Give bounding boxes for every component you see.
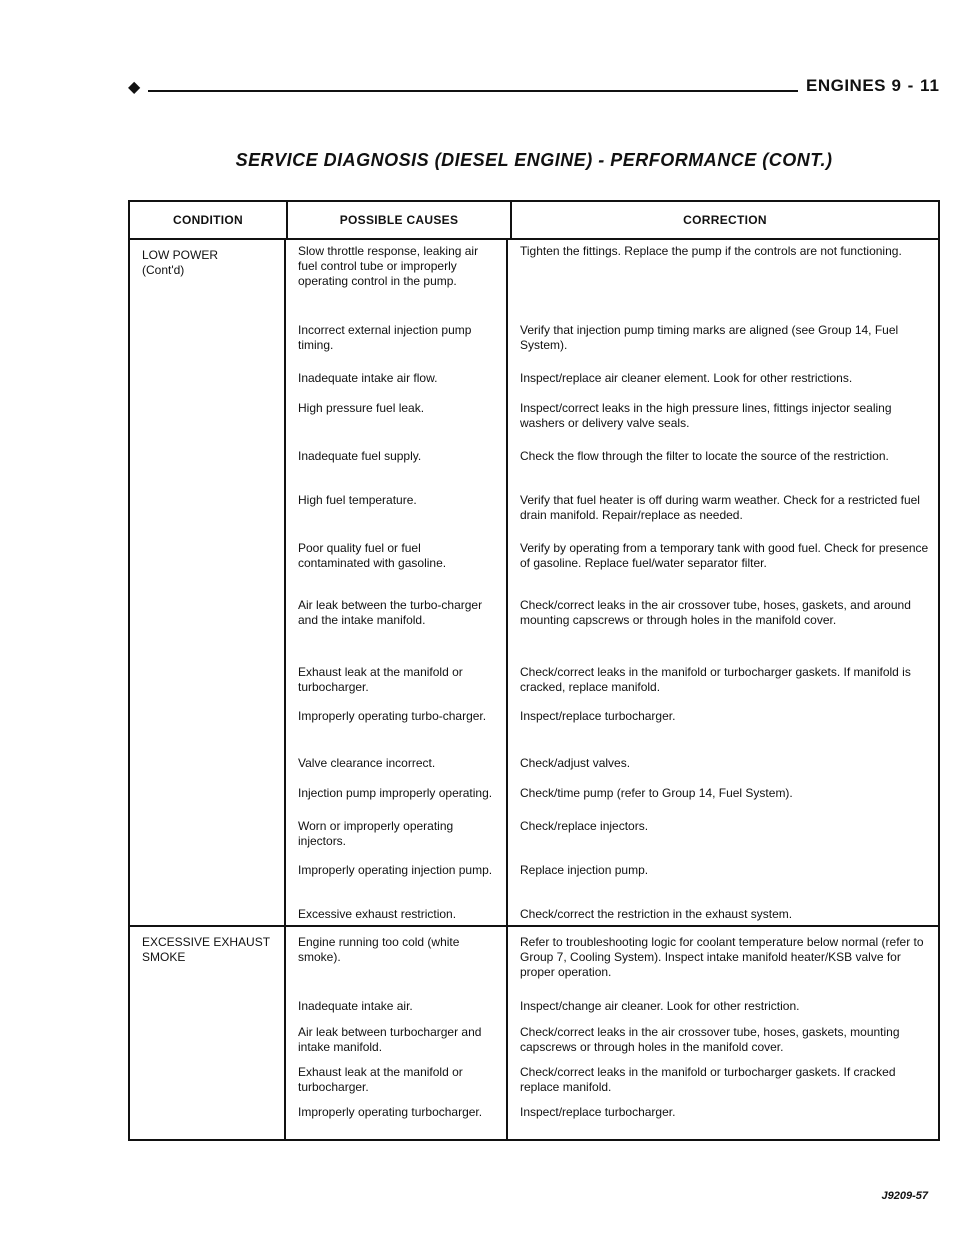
correction-cell: Verify that fuel heater is off during warm weather. Check for a restricted fuel drain manifold. Repair/replace as needed. bbox=[520, 493, 920, 522]
cause-cell: Slow throttle response, leaking air fuel control tube or improperly operating control in the pump. bbox=[286, 240, 508, 313]
cause-cell: Engine running too cold (white smoke). bbox=[286, 927, 508, 985]
correction-cell: Verify that injection pump timing marks are aligned (see Group 14, Fuel System). bbox=[520, 323, 899, 352]
cause-cell: Improperly operating turbo-charger. bbox=[286, 699, 508, 746]
table-row bbox=[286, 1015, 938, 1055]
table-row bbox=[286, 655, 938, 699]
table-row bbox=[286, 1055, 938, 1095]
cause-cell: High fuel temperature. bbox=[286, 483, 508, 531]
table-row bbox=[286, 588, 938, 655]
correction-cell: Inspect/replace turbocharger. bbox=[520, 1105, 676, 1119]
diamond-icon: ◆ bbox=[128, 79, 141, 96]
table-row bbox=[286, 809, 938, 853]
table-header bbox=[130, 202, 938, 240]
table-row bbox=[286, 361, 938, 391]
condition-cell: LOW POWER (Cont'd) bbox=[130, 240, 286, 925]
cause-cell: Exhaust leak at the manifold or turbocharger. bbox=[286, 1055, 508, 1095]
table-row bbox=[286, 699, 938, 746]
correction-cell: Check/replace injectors. bbox=[520, 819, 649, 833]
correction-cell: Inspect/replace turbocharger. bbox=[520, 709, 676, 723]
correction-cell: Verify by operating from a temporary tank with good fuel. Check for presence of gasoline. Replace fuel/water separator filter. bbox=[520, 541, 929, 570]
correction-cell: Check/correct leaks in the air crossover tube, hoses, gaskets, and around mounting capscrews or through holes in the manifold cover. bbox=[520, 598, 911, 627]
correction-cell: Check/correct leaks in the manifold or turbocharger gaskets. If manifold is cracked, replace manifold. bbox=[520, 665, 911, 694]
cause-rows bbox=[286, 927, 938, 1139]
table-row bbox=[286, 391, 938, 439]
cause-cell: Improperly operating turbocharger. bbox=[286, 1095, 508, 1139]
condition-cell: EXCESSIVE EXHAUST SMOKE bbox=[130, 927, 286, 1139]
page-title: SERVICE DIAGNOSIS (DIESEL ENGINE) - PERFORMANCE (CONT.) bbox=[235, 150, 833, 170]
correction-cell: Inspect/change air cleaner. Look for other restriction. bbox=[520, 999, 800, 1013]
column-header-correction: CORRECTION bbox=[683, 213, 767, 227]
cause-cell: Injection pump improperly operating. bbox=[286, 776, 508, 809]
table-row bbox=[286, 240, 938, 313]
diagnosis-table bbox=[128, 200, 940, 1141]
cause-cell: Improperly operating injection pump. bbox=[286, 853, 508, 897]
correction-cell: Check/time pump (refer to Group 14, Fuel System). bbox=[520, 786, 793, 800]
correction-cell: Check/correct leaks in the air crossover tube, hoses, gaskets, mounting capscrews or through holes in the manifold cover. bbox=[520, 1025, 900, 1054]
condition-group bbox=[130, 925, 938, 1139]
page-header bbox=[128, 76, 940, 106]
cause-cell: Air leak between turbocharger and intake manifold. bbox=[286, 1015, 508, 1055]
column-header-causes: POSSIBLE CAUSES bbox=[288, 202, 512, 238]
section-title: ENGINES bbox=[806, 76, 887, 95]
table-row bbox=[286, 439, 938, 483]
table-row bbox=[286, 927, 938, 985]
table-row bbox=[286, 1095, 938, 1139]
correction-cell: Tighten the fittings. Replace the pump if the controls are not functioning. bbox=[520, 244, 902, 258]
cause-cell: Valve clearance incorrect. bbox=[286, 746, 508, 776]
correction-cell: Check/correct the restriction in the exhaust system. bbox=[520, 907, 793, 921]
cause-cell: Air leak between the turbo-charger and the intake manifold. bbox=[286, 588, 508, 655]
correction-cell: Check/adjust valves. bbox=[520, 756, 631, 770]
table-row bbox=[286, 985, 938, 1015]
cause-rows bbox=[286, 240, 938, 925]
cause-cell: Worn or improperly operating injectors. bbox=[286, 809, 508, 853]
cause-cell: Inadequate intake air. bbox=[286, 985, 508, 1015]
table-row bbox=[286, 776, 938, 809]
figure-id: J9209-57 bbox=[881, 1190, 928, 1202]
correction-cell: Check/correct leaks in the manifold or turbocharger gaskets. If cracked replace manifold. bbox=[520, 1065, 896, 1094]
cause-cell: Poor quality fuel or fuel contaminated with gasoline. bbox=[286, 531, 508, 588]
cause-cell: High pressure fuel leak. bbox=[286, 391, 508, 439]
cause-cell: Excessive exhaust restriction. bbox=[286, 897, 508, 925]
cause-cell: Inadequate fuel supply. bbox=[286, 439, 508, 483]
table-row bbox=[286, 483, 938, 531]
table-row bbox=[286, 531, 938, 588]
cause-cell: Inadequate intake air flow. bbox=[286, 361, 508, 391]
page-number: 9 - 11 bbox=[891, 76, 940, 95]
correction-cell: Check the flow through the filter to locate the source of the restriction. bbox=[520, 449, 889, 463]
table-row bbox=[286, 313, 938, 361]
correction-cell: Replace injection pump. bbox=[520, 863, 649, 877]
cause-cell: Exhaust leak at the manifold or turbocharger. bbox=[286, 655, 508, 699]
header-rule bbox=[148, 90, 798, 92]
condition-group bbox=[130, 240, 938, 925]
correction-cell: Inspect/replace air cleaner element. Look for other restrictions. bbox=[520, 371, 853, 385]
correction-cell: Refer to troubleshooting logic for coolant temperature below normal (refer to Group 7, Cooling System). Inspect intake manifold heater/KSB valve for proper operation. bbox=[520, 935, 924, 979]
table-row bbox=[286, 746, 938, 776]
cause-cell: Incorrect external injection pump timing. bbox=[286, 313, 508, 361]
table-row bbox=[286, 897, 938, 925]
column-header-condition: CONDITION bbox=[130, 202, 288, 238]
correction-cell: Inspect/correct leaks in the high pressure lines, fittings injector sealing washers or delivery valve seals. bbox=[520, 401, 892, 430]
table-row bbox=[286, 853, 938, 897]
table-body bbox=[130, 240, 938, 1139]
